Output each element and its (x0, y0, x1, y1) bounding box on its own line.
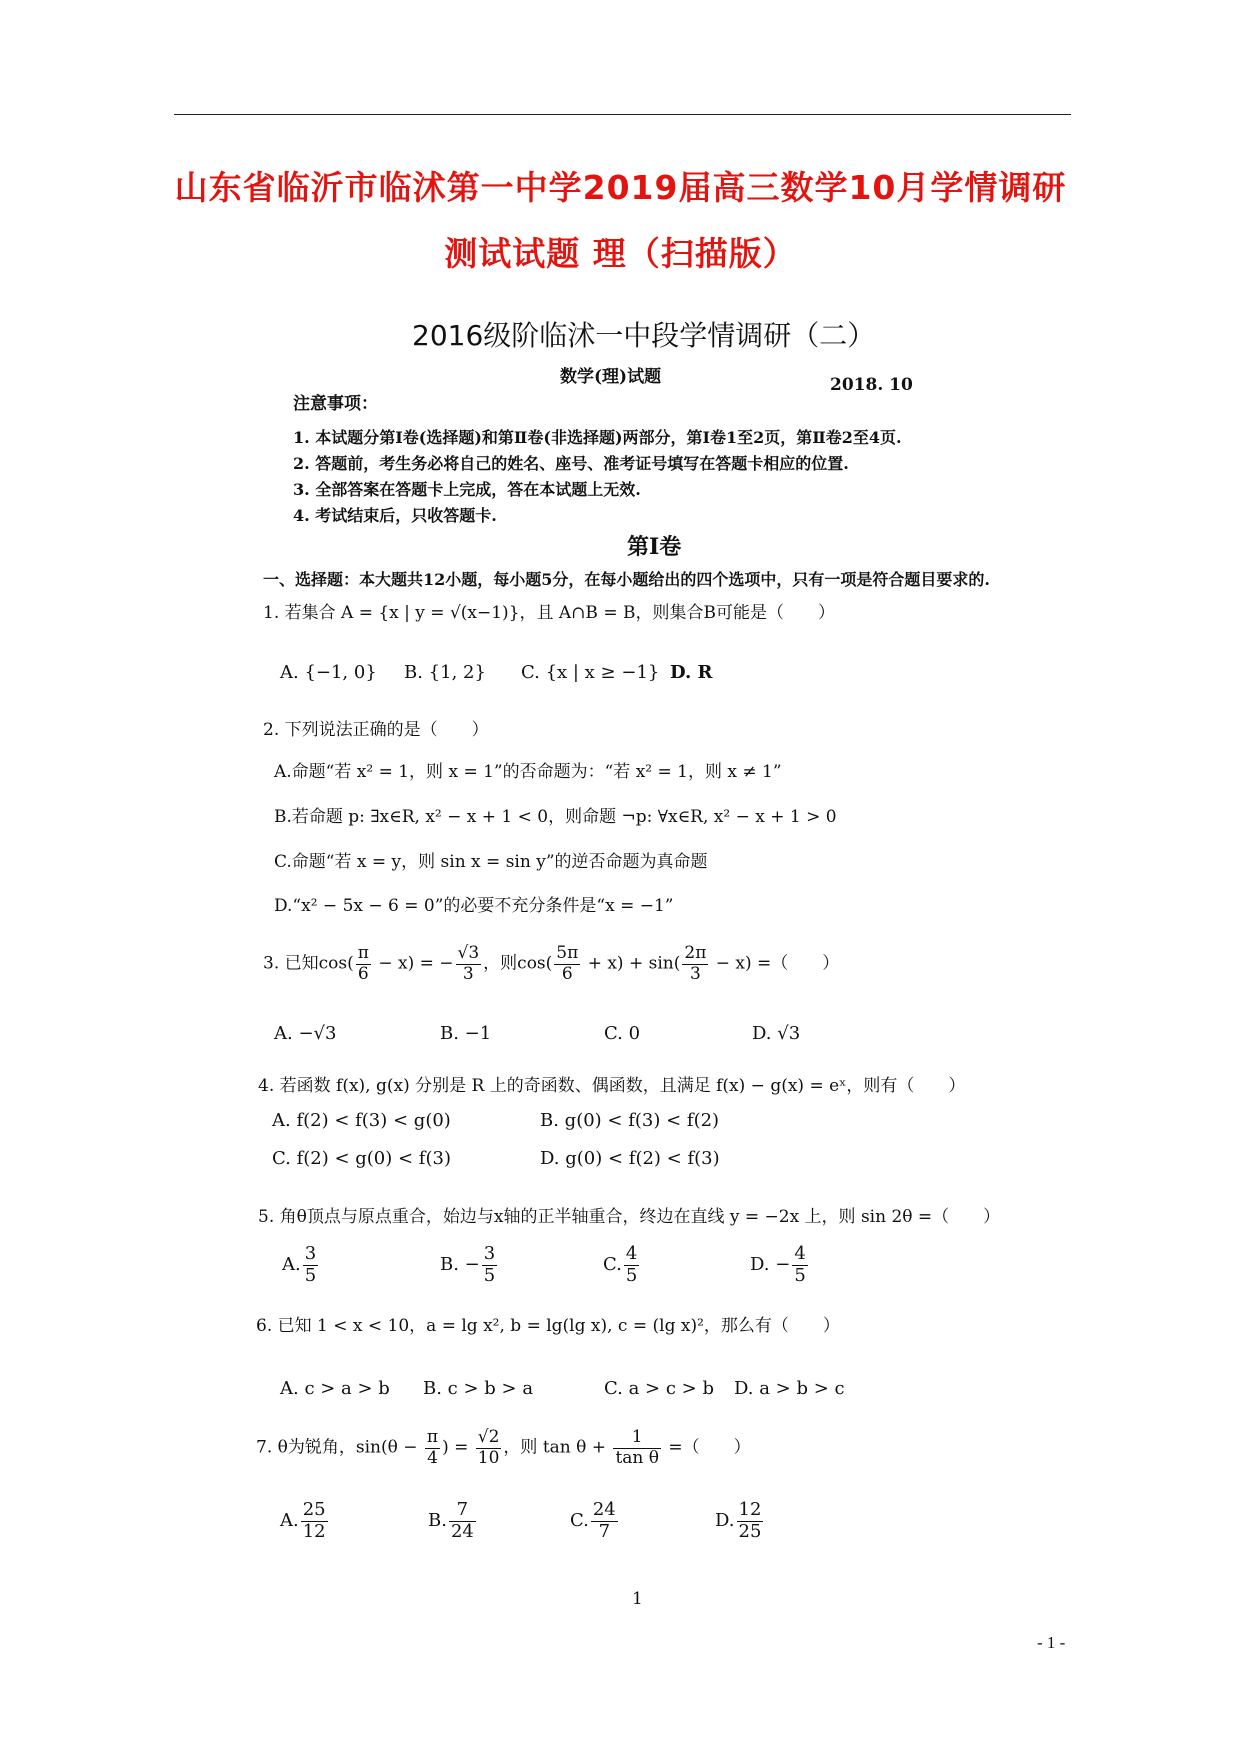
q1-option-d: D. R (670, 662, 713, 683)
q5-d-label: D. − (750, 1254, 791, 1276)
q6-stem: 6. 已知 1 < x < 10，a = lg x², b = lg(lg x), c = (lg x)²，那么有（ ） (256, 1316, 840, 1336)
q5-c-num: 4 (625, 1243, 638, 1264)
q5-a-fraction (303, 1244, 318, 1286)
q5-b-num: 3 (483, 1243, 496, 1264)
q2-option-c: C.命题“若 x = y，则 sin x = sin y”的逆否命题为真命题 (274, 852, 708, 872)
q7-frac2-den: 10 (477, 1447, 500, 1468)
q3-frac3-num: 5π (556, 943, 579, 963)
q7-b-num: 7 (449, 1500, 476, 1522)
q6-option-c: C. a > c > b (604, 1378, 714, 1399)
q2-option-d: D.“x² − 5x − 6 = 0”的必要不充分条件是“x = −1” (274, 896, 674, 916)
q3-text-mid1: − x) = − (372, 953, 454, 974)
q7-fraction-1-tan (613, 1428, 661, 1468)
q6-option-b: B. c > b > a (423, 1378, 534, 1399)
q5-option-b (440, 1244, 499, 1286)
q5-option-d (750, 1244, 810, 1286)
q6-option-d: D. a > b > c (734, 1378, 845, 1399)
q7-b-label: B. (428, 1510, 447, 1532)
note-1: 1. 本试题分第Ⅰ卷(选择题)和第Ⅱ卷(非选择题)两部分，第Ⅰ卷1至2页，第Ⅱ卷2至4页. (293, 428, 902, 447)
q5-stem: 5. 角θ顶点与原点重合，始边与x轴的正半轴重合，终边在直线 y = −2x 上，则 sin 2θ =（ ） (258, 1207, 1001, 1227)
scan-page-number: 1 (632, 1589, 643, 1609)
q7-frac3-num: 1 (613, 1428, 661, 1449)
q7-option-d (715, 1500, 765, 1542)
q7-option-a (280, 1500, 330, 1542)
document-title-line2: 测试试题 理（扫描版） (444, 234, 797, 273)
q3-option-d: D. √3 (752, 1023, 801, 1044)
q5-a-num: 3 (304, 1243, 317, 1264)
q1-option-b: B. {1, 2} (404, 662, 486, 683)
q5-option-a (282, 1244, 320, 1286)
q7-b-fraction (449, 1500, 476, 1542)
q1-stem: 1. 若集合 A = {x | y = √(x−1)}，且 A∩B = B，则集合B可能是（ ） (263, 603, 835, 623)
q3-frac4-num: 2π (684, 943, 707, 963)
q5-a-label: A. (282, 1254, 301, 1276)
q5-d-num: 4 (794, 1243, 806, 1264)
q7-a-num: 25 (302, 1499, 326, 1520)
q3-frac1-den: 6 (357, 963, 369, 984)
q4-stem: 4. 若函数 f(x), g(x) 分别是 R 上的奇函数、偶函数，且满足 f(x) − g(x) = eˣ，则有（ ） (258, 1076, 966, 1096)
q4-option-d: D. g(0) < f(2) < f(3) (540, 1148, 720, 1169)
q7-text-mid2: ，则 tan θ + (503, 1437, 612, 1458)
note-2: 2. 答题前，考生务必将自己的姓名、座号、准考证号填写在答题卡相应的位置. (293, 454, 849, 473)
q6-option-a: A. c > a > b (280, 1378, 390, 1399)
q3-option-b: B. −1 (440, 1023, 492, 1044)
q7-option-c (570, 1500, 620, 1542)
q5-a-den: 5 (304, 1264, 317, 1286)
q5-c-den: 5 (625, 1264, 638, 1286)
q3-text-suffix: − x) =（ ） (710, 953, 840, 974)
q3-fraction-sqrt3-3 (456, 944, 482, 984)
q3-option-a: A. −√3 (274, 1023, 337, 1044)
q7-frac3-den: tan θ (615, 1447, 659, 1468)
q1-option-c: C. {x | x ≥ −1} (521, 662, 660, 683)
exam-subtitle: 数学(理)试题 (560, 367, 662, 387)
q4-option-a: A. f(2) < f(3) < g(0) (272, 1110, 451, 1131)
q5-b-label: B. − (440, 1254, 480, 1276)
q5-d-fraction (792, 1244, 807, 1286)
q7-a-fraction (301, 1500, 328, 1542)
q5-c-label: C. (603, 1254, 622, 1276)
q3-option-c: C. 0 (604, 1023, 641, 1044)
q3-frac2-num: √3 (457, 943, 480, 963)
q3-frac2-den: 3 (462, 963, 474, 984)
q4-option-c: C. f(2) < g(0) < f(3) (272, 1148, 451, 1169)
q3-text-prefix: 3. 已知cos( (263, 953, 354, 974)
q5-option-c (603, 1244, 641, 1286)
volume-heading: 第Ⅰ卷 (627, 534, 682, 560)
q7-a-label: A. (280, 1510, 299, 1532)
q7-c-fraction (591, 1500, 618, 1542)
q3-fraction-pi-6 (356, 944, 371, 984)
q7-c-label: C. (570, 1510, 589, 1532)
exam-date: 2018. 10 (830, 375, 913, 395)
q7-text-mid1: ) = (442, 1437, 474, 1458)
q5-b-fraction (482, 1244, 497, 1286)
q7-fraction-pi-4 (425, 1428, 440, 1468)
q3-text-mid2: ，则cos( (483, 953, 553, 974)
footer-page-number: - 1 - (1037, 1633, 1066, 1652)
section-heading: 一、选择题：本大题共12小题，每小题5分，在每小题给出的四个选项中，只有一项是符合题目要求的. (263, 570, 990, 589)
exam-title: 2016级阶临沭一中段学情调研（二） (412, 319, 876, 352)
note-3: 3. 全部答案在答题卡上完成，答在本试题上无效. (293, 480, 641, 499)
q7-frac2-num: √2 (477, 1427, 500, 1447)
q7-text-prefix: 7. θ为锐角，sin(θ − (256, 1437, 423, 1458)
q7-d-fraction (737, 1500, 764, 1542)
document-title-line1: 山东省临沂市临沭第一中学2019届高三数学10月学情调研 (174, 168, 1067, 207)
q7-option-b (428, 1500, 478, 1542)
q7-c-den: 7 (598, 1520, 611, 1542)
q3-text-mid3: + x) + sin( (582, 953, 681, 974)
q4-option-b: B. g(0) < f(3) < f(2) (540, 1110, 720, 1131)
q3-fraction-2pi-3 (682, 944, 708, 984)
q7-d-label: D. (715, 1510, 735, 1532)
q5-b-den: 5 (483, 1264, 496, 1286)
q7-fraction-sqrt2-10 (476, 1428, 502, 1468)
notes-heading: 注意事项： (293, 394, 378, 414)
q2-stem: 2. 下列说法正确的是（ ） (263, 720, 489, 740)
q7-c-num: 24 (592, 1499, 616, 1520)
q7-d-den: 25 (738, 1520, 762, 1542)
q7-stem (256, 1428, 751, 1468)
q2-option-b: B.若命题 p: ∃x∈R, x² − x + 1 < 0，则命题 ¬p: ∀x∈R, x² − x + 1 > 0 (274, 807, 837, 827)
q3-frac4-den: 3 (689, 963, 701, 984)
q3-frac1-num: π (357, 943, 369, 963)
q5-d-den: 5 (794, 1264, 806, 1286)
q7-d-num: 12 (738, 1499, 762, 1520)
q7-frac1-den: 4 (427, 1447, 438, 1468)
q3-fraction-5pi-6 (554, 944, 580, 984)
q7-frac1-num: π (426, 1427, 439, 1447)
q3-stem (263, 944, 839, 984)
q7-b-den: 24 (450, 1520, 474, 1542)
q7-a-den: 12 (302, 1520, 326, 1542)
q3-frac3-den: 6 (561, 963, 573, 984)
note-4: 4. 考试结束后，只收答题卡. (293, 506, 497, 525)
q5-c-fraction (624, 1244, 639, 1286)
q2-option-a: A.命题“若 x² = 1，则 x = 1”的否命题为：“若 x² = 1，则 x ≠ 1” (274, 762, 782, 782)
q1-option-a: A. {−1, 0} (280, 662, 377, 683)
q7-text-suffix: =（ ） (663, 1437, 751, 1458)
